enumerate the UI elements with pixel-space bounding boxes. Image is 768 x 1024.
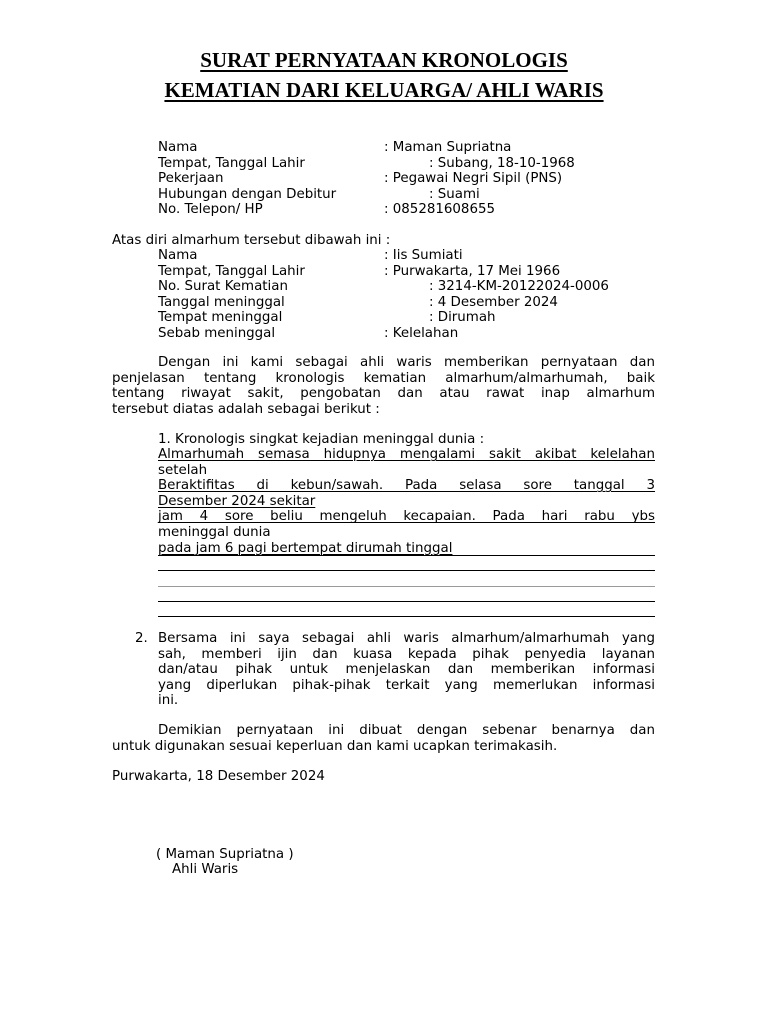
blank-rule-line	[158, 586, 655, 587]
field-value: : 4 Desember 2024	[429, 294, 558, 310]
place-date: Purwakarta, 18 Desember 2024	[112, 769, 325, 784]
document-title-line-1: SURAT PERNYATAAN KRONOLOGIS	[200, 48, 568, 72]
deceased-intro: Atas diri almarhum tersebut dibawah ini :	[112, 233, 391, 248]
closing-paragraph	[112, 723, 655, 754]
signature-name: ( Maman Supriatna )	[156, 847, 294, 862]
field-row	[158, 187, 678, 203]
signature-role: Ahli Waris	[172, 862, 239, 877]
field-label: Tempat meninggal	[158, 310, 283, 326]
field-row	[158, 140, 678, 156]
field-row	[158, 171, 678, 187]
field-row	[158, 326, 678, 342]
field-row	[158, 295, 678, 311]
chronology-line: Beraktifitas di kebun/sawah. Pada selasa sore tanggal 3	[158, 478, 655, 494]
field-value: : Pegawai Negri Sipil (PNS)	[384, 171, 563, 187]
field-label: Tanggal meninggal	[158, 294, 285, 310]
field-value: : Dirumah	[429, 310, 496, 326]
field-value: : 3214-KM-20122024-0006	[429, 279, 609, 295]
chronology-line: meninggal dunia	[158, 524, 271, 540]
chronology-line: pada jam 6 pagi bertempat dirumah tinggal	[158, 540, 453, 556]
field-label: Pekerjaan	[158, 171, 224, 187]
declarant-fields	[158, 140, 678, 218]
statement-paragraph	[112, 355, 655, 417]
deceased-fields	[158, 248, 678, 342]
field-label: No. Surat Kematian	[158, 279, 288, 295]
chronology-text	[158, 447, 655, 556]
field-label: Nama	[158, 248, 198, 263]
blank-rule-line	[158, 601, 655, 602]
blank-rule-line	[158, 555, 655, 556]
statement-line: tersebut diatas adalah sebagai berikut :	[112, 401, 380, 417]
chronology-line: jam 4 sore beliu mengeluh kecapaian. Pada hari rabu ybs	[158, 509, 655, 525]
chronology-line: setelah	[158, 462, 208, 478]
consent-line: dan/atau pihak untuk menjelaskan dan memberikan informasi	[158, 662, 655, 678]
statement-line: tentang riwayat sakit, pengobatan dan atau rawat inap almarhum	[112, 386, 655, 402]
chronology-line: Almarhumah semasa hidupnya mengalami sakit akibat kelelahan	[158, 447, 655, 462]
blank-rule-line	[158, 616, 655, 617]
field-label: Tempat, Tanggal Lahir	[158, 263, 305, 279]
chronology-line: Desember 2024 sekitar	[158, 493, 316, 509]
chronology-heading: 1. Kronologis singkat kejadian meninggal dunia :	[158, 432, 485, 447]
field-value: : Maman Supriatna	[384, 140, 512, 155]
closing-line: untuk digunakan sesuai keperluan dan kami ucapkan terimakasih.	[112, 738, 558, 754]
document-title-line-2: KEMATIAN DARI KELUARGA/ AHLI WARIS	[164, 78, 604, 102]
field-row	[158, 202, 678, 218]
field-row	[158, 156, 678, 172]
consent-line: sah, memberi ijin dan kuasa kepada pihak penyedia layanan	[158, 646, 655, 662]
field-value: : 085281608655	[384, 202, 496, 218]
field-label: Tempat, Tanggal Lahir	[158, 155, 305, 171]
field-label: Nama	[158, 140, 198, 155]
item-2-number: 2.	[135, 631, 148, 646]
blank-rule-line	[158, 570, 655, 571]
field-row	[158, 310, 678, 326]
field-value: : Kelelahan	[384, 325, 459, 341]
field-value: : Suami	[429, 186, 480, 202]
consent-line: ini.	[158, 693, 179, 709]
field-label: Sebab meninggal	[158, 325, 276, 341]
field-label: No. Telepon/ HP	[158, 202, 263, 218]
consent-line: Bersama ini saya sebagai ahli waris almarhum/almarhumah yang	[158, 631, 655, 646]
statement-line: penjelasan tentang kronologis kematian almarhum/almarhumah, baik	[112, 370, 655, 386]
consent-paragraph	[158, 631, 655, 709]
field-row	[158, 264, 678, 280]
field-value: : Purwakarta, 17 Mei 1966	[384, 263, 561, 279]
consent-line: yang diperlukan pihak-pihak terkait yang memerlukan informasi	[158, 677, 655, 693]
closing-line: Demikian pernyataan ini dibuat dengan sebenar benarnya dan	[158, 723, 655, 738]
statement-line: Dengan ini kami sebagai ahli waris memberikan pernyataan dan	[158, 355, 655, 370]
field-value: : Iis Sumiati	[384, 248, 463, 263]
field-row	[158, 248, 678, 264]
field-value: : Subang, 18-10-1968	[429, 155, 575, 171]
field-label: Hubungan dengan Debitur	[158, 186, 337, 202]
field-row	[158, 279, 678, 295]
